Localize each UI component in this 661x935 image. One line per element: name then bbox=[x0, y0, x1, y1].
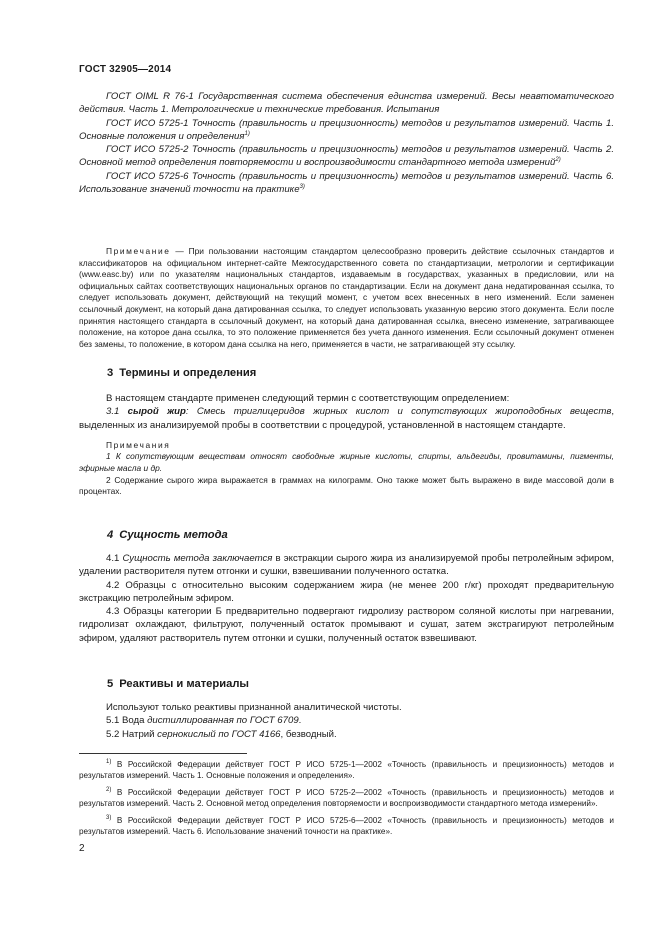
term-name: сырой жир bbox=[127, 406, 186, 418]
footnote-item: $^{2)}$ В Российской Федерации действует ГОСТ Р ИСО 5725-2—2002 «Точность (правильность и прецизионность) методов и результатов измерений. Часть 2. Основной метод определения повторяемости и воспроизводимости стандартного метода измерений». bbox=[79, 786, 614, 809]
section-5-body bbox=[79, 701, 614, 741]
note-item: 2 Содержание сырого жира выражается в граммах на килограмм. Оно также может быть выражено в виде массовой доли в процентах. bbox=[79, 474, 614, 497]
section-3-intro: В настоящем стандарте применен следующий термин с соответствующим определением: bbox=[106, 393, 510, 404]
page-number: 2 bbox=[79, 843, 85, 854]
section-4-heading: 4 Сущность метода bbox=[107, 529, 228, 541]
footnote-divider bbox=[79, 753, 247, 754]
section-5-heading: 5 Реактивы и материалы bbox=[107, 678, 249, 690]
footnotes bbox=[79, 759, 614, 842]
footnote-item: $^{1)}$ В Российской Федерации действует ГОСТ Р ИСО 5725-1—2002 «Точность (правильность и прецизионность) методов и результатов измерений. Часть 1. Основные положения и определения». bbox=[79, 759, 614, 781]
paragraph: Используют только реактивы признанной аналитической чистоты. bbox=[106, 702, 402, 713]
references-note bbox=[79, 246, 614, 350]
reference-item: ГОСТ ИСО 5725-1 Точность (правильность и прецизионность) методов и результатов измерений. Часть 1. Основные положения и определения$^{1)}$ bbox=[79, 117, 614, 142]
reagent-item: 5.2 Натрий сернокислый по ГОСТ 4166, безводный. bbox=[106, 728, 337, 740]
note-text: — При пользовании настоящим стандартом целесообразно проверить действие ссылочных стандартов и классификаторов на официальном интернет-сайте Межгосударственного совета по стандартизации, метрологии и сертификации (www.easc.by) или по указателям национальных стандартов, издаваемым в государствах, указанных в предисловии, или на официальных сайтах соответствующих национальных органов по стандартизации. Если на документ дана недатированная ссылка, то следует использовать документ, действующий на текущий момент, с учетом всех внесенных в него изменений. Если заменен ссылочный документ, на который дана датированная ссылка, то следует использовать указанную версию этого документа. Если после принятия настоящего стандарта в ссылочный документ, на который дана датированная ссылка, внесено изменение, затрагивающее положение, на которое дана ссылка, то это положение применяется без учета данного изменения. Если ссылочный документ отменен без замены, то положение, в котором дана ссылка на него, применяется в части, не затрагивающей эту ссылку. bbox=[79, 246, 614, 349]
reference-item: ГОСТ ИСО 5725-6 Точность (правильность и прецизионность) методов и результатов измерений. Часть 6. Использование значений точности на практике$^{3)}$ bbox=[79, 170, 614, 196]
references-list bbox=[79, 90, 614, 196]
paragraph: 4.3 Образцы категории Б предварительно подвергают гидролизу раствором соляной кислоты при нагревании, гидролизат охлаждают, фильтруют, полученный остаток промывают и сушат, затем экстрагируют петролейным эфиром, удаляют растворитель путем отгонки и сушки, полученный остаток взвешивают. bbox=[79, 606, 614, 644]
notes-title: Примечания bbox=[106, 439, 171, 450]
section-3-heading: 3 Термины и определения bbox=[107, 367, 257, 379]
reference-item: ГОСТ ИСО 5725-2 Точность (правильность и прецизионность) методов и результатов измерений. Часть 2. Основной метод определения повторяемости и воспроизводимости стандартного метода измерений$^{2)}$ bbox=[79, 144, 614, 169]
paragraph: 4.1 Сущность метода заключается в экстракции сырого жира из анализируемой пробы петролейным эфиром, удалении растворителя путем отгонки и сушки, взвешивании полученного остатка. bbox=[79, 553, 615, 578]
footnote-item: $^{3)}$ В Российской Федерации действует ГОСТ Р ИСО 5725-6—2002 «Точность (правильность и прецизионность) методов и результатов измерений. Часть 6. Использование значений точности на практике». bbox=[79, 814, 614, 837]
reference-item: ГОСТ OIML R 76-1 Государственная система обеспечения единства измерений. Весы неавтоматического действия. Часть 1. Метрологические и технические требования. Испытания bbox=[79, 91, 614, 116]
section-4-body bbox=[79, 552, 614, 645]
term-definition: 3.1 сырой жир: Смесь триглицеридов жирных кислот и сопутствующих жироподобных веществ, выделенных из анализируемой пробы в соответствии с процедурой, установленной в настоящем стандарте. bbox=[79, 406, 614, 431]
reagent-item: 5.1 Вода дистиллированная по ГОСТ 6709. bbox=[106, 715, 302, 727]
note-label: Примечание bbox=[106, 246, 171, 256]
note-item: 1 К сопутствующим веществам относят свободные жирные кислоты, спирты, альдегиды, провитамины, пигменты, эфирные масла и др. bbox=[79, 451, 614, 474]
section-3-body bbox=[79, 392, 614, 498]
paragraph: 4.2 Образцы с относительно высоким содержанием жира (не менее 200 г/кг) проходят предварительную экстракцию петролейным эфиром. bbox=[79, 579, 614, 604]
doc-header-code: ГОСТ 32905—2014 bbox=[79, 64, 172, 75]
